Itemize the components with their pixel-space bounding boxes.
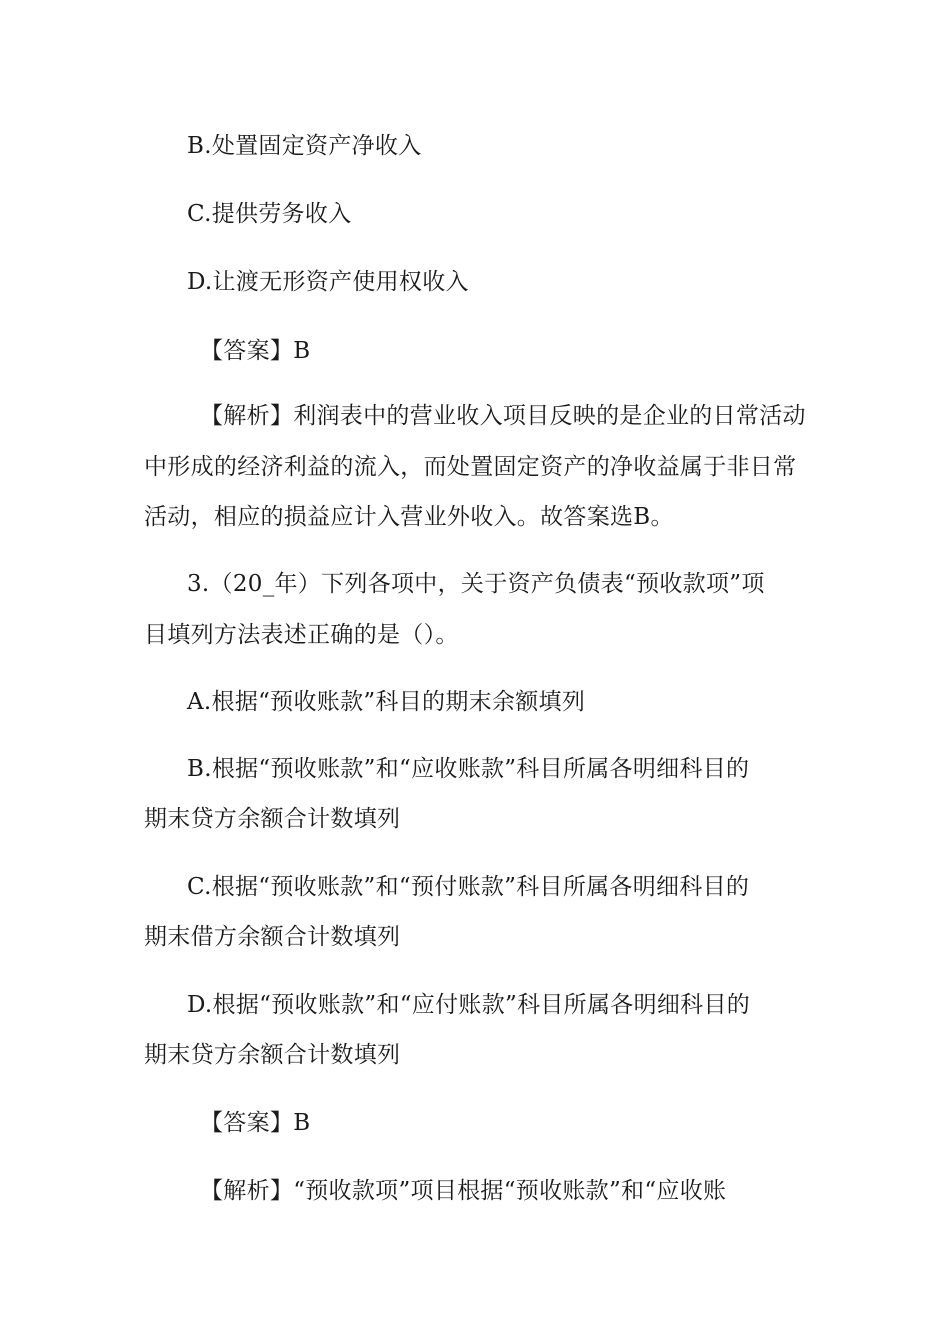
- option-d: D.让渡无形资产使用权收入: [187, 269, 469, 295]
- analysis-2-line-1: 【解析】“预收款项”项目根据“预收账款”和“应收账: [200, 1178, 727, 1204]
- option-b-line-1: B.根据“预收账款”和“应收账款”科目所属各明细科目的: [187, 756, 750, 782]
- option-c-line-1: C.根据“预收账款”和“预付账款”科目所属各明细科目的: [187, 874, 750, 900]
- answer-label: 【答案】B: [200, 338, 311, 364]
- option-d-line-2: 期末贷方余额合计数填列: [144, 1042, 401, 1068]
- answer-label-2: 【答案】B: [200, 1110, 311, 1136]
- option-b-line-2: 期末贷方余额合计数填列: [144, 806, 401, 832]
- question-3-line-2: 目填列方法表述正确的是（）。: [144, 622, 459, 648]
- analysis-line-3: 活动，相应的损益应计入营业外收入。故答案选B。: [144, 504, 674, 530]
- analysis-line-2: 中形成的经济利益的流入，而处置固定资产的净收益属于非日常: [144, 454, 797, 480]
- option-c: C.提供劳务收入: [187, 201, 352, 227]
- option-a: A.根据“预收账款”科目的期末余额填列: [187, 689, 586, 715]
- analysis-line-1: 【解析】利润表中的营业收入项目反映的是企业的日常活动: [200, 403, 806, 429]
- question-3-line-1: 3.（20_年）下列各项中，关于资产负债表“预收款项”项: [187, 571, 765, 597]
- option-c-line-2: 期末借方余额合计数填列: [144, 924, 401, 950]
- option-b: B.处置固定资产净收入: [187, 133, 422, 159]
- option-d-line-1: D.根据“预收账款”和“应付账款”科目所属各明细科目的: [187, 992, 751, 1018]
